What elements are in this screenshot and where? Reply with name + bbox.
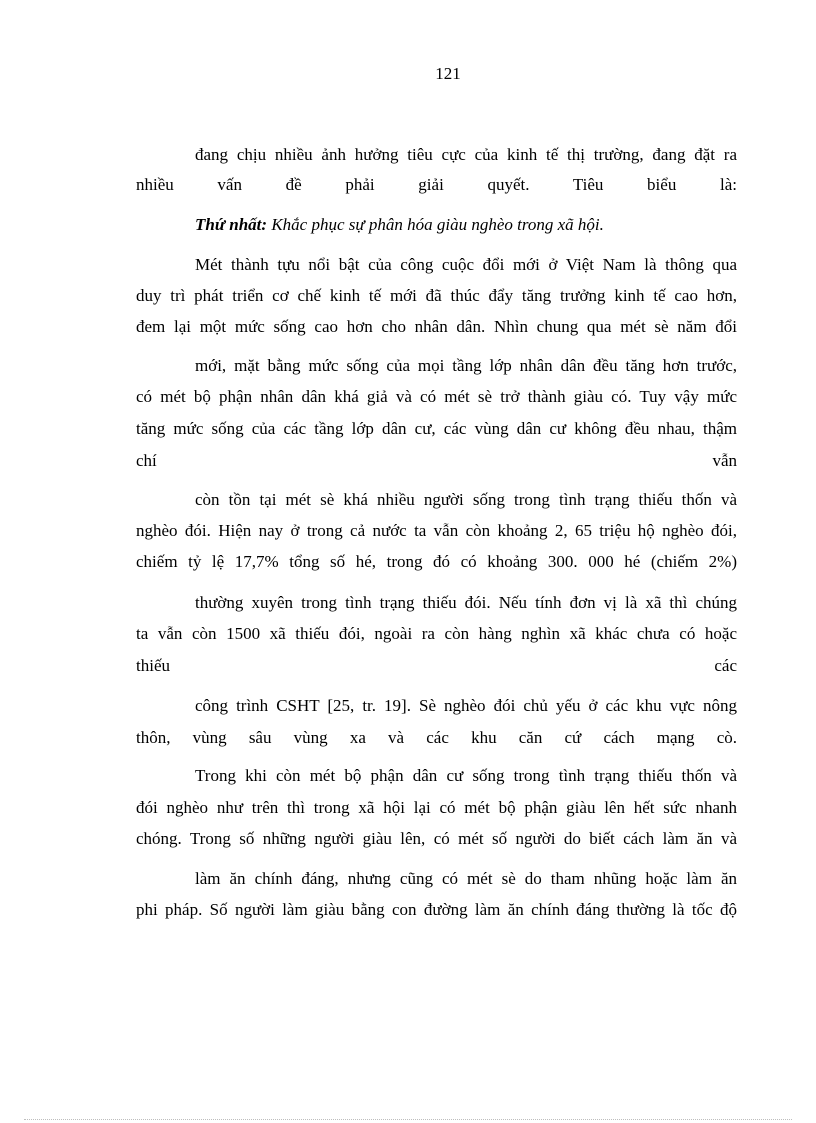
text-line: phi pháp. Số người làm giàu bằng con đường làm ăn chính đáng thường là tốc độ: [136, 900, 737, 919]
page-number: 121: [435, 64, 461, 83]
text-line: thôn, vùng sâu vùng xa và các khu căn cứ cách mạng cò.: [136, 728, 737, 747]
text-line: đang chịu nhiều ảnh hưởng tiêu cực của kinh tế thị trường, đang đặt ra: [195, 145, 737, 164]
text-line: Mét thành tựu nổi bật của công cuộc đổi mới ở Việt Nam là thông qua: [195, 255, 737, 274]
heading-text: Khắc phục sự phân hóa giàu nghèo trong xã hội.: [267, 215, 604, 234]
text-line: mới, mặt bằng mức sống của mọi tầng lớp nhân dân đều tăng hơn trước,: [195, 356, 737, 375]
page-bottom-rule: [24, 1119, 792, 1120]
text-line: ta vẫn còn 1500 xã thiếu đói, ngoài ra còn hàng nghìn xã khác chưa có hoặc: [136, 624, 737, 643]
heading-label: Thứ nhất:: [195, 215, 268, 234]
text-line: thường xuyên trong tình trạng thiếu đói. Nếu tính đơn vị là xã thì chúng: [195, 593, 737, 612]
text-line: chí vẫn: [136, 451, 737, 470]
text-line: nghèo đói. Hiện nay ở trong cả nước ta vẫn còn khoảng 2, 65 triệu hộ nghèo đói,: [136, 521, 737, 540]
text-line: nhiều vấn đề phải giải quyết. Tiêu biểu là:: [136, 175, 737, 194]
text-line: duy trì phát triển cơ chế kinh tế mới đã thúc đẩy tăng trưởng kinh tế cao hơn,: [136, 286, 737, 305]
text-line: đem lại một mức sống cao hơn cho nhân dân. Nhìn chung qua mét sè năm đổi: [136, 317, 737, 336]
text-line: đói nghèo như trên thì trong xã hội lại có mét bộ phận giàu lên hết sức nhanh: [136, 798, 737, 817]
text-line: tăng mức sống của các tầng lớp dân cư, các vùng dân cư không đều nhau, thậm: [136, 419, 737, 438]
text-line: có mét bộ phận nhân dân khá giả và có mét sè trở thành giàu có. Tuy vậy mức: [136, 387, 737, 406]
text-line: công trình CSHT [25, tr. 19]. Sè nghèo đói chủ yếu ở các khu vực nông: [195, 696, 737, 715]
text-line: làm ăn chính đáng, nhưng cũng có mét sè do tham nhũng hoặc làm ăn: [195, 869, 737, 888]
text-line: thiếu các: [136, 656, 737, 675]
text-line: Trong khi còn mét bộ phận dân cư sống trong tình trạng thiếu thốn và: [195, 766, 737, 785]
text-line: chóng. Trong số những người giàu lên, có mét số người do biết cách làm ăn và: [136, 829, 737, 848]
text-line: còn tồn tại mét sè khá nhiều người sống trong tình trạng thiếu thốn và: [195, 490, 737, 509]
section-heading: [195, 213, 737, 237]
text-line: chiếm tỷ lệ 17,7% tổng số hé, trong đó có khoảng 300. 000 hé (chiếm 2%): [136, 552, 737, 571]
